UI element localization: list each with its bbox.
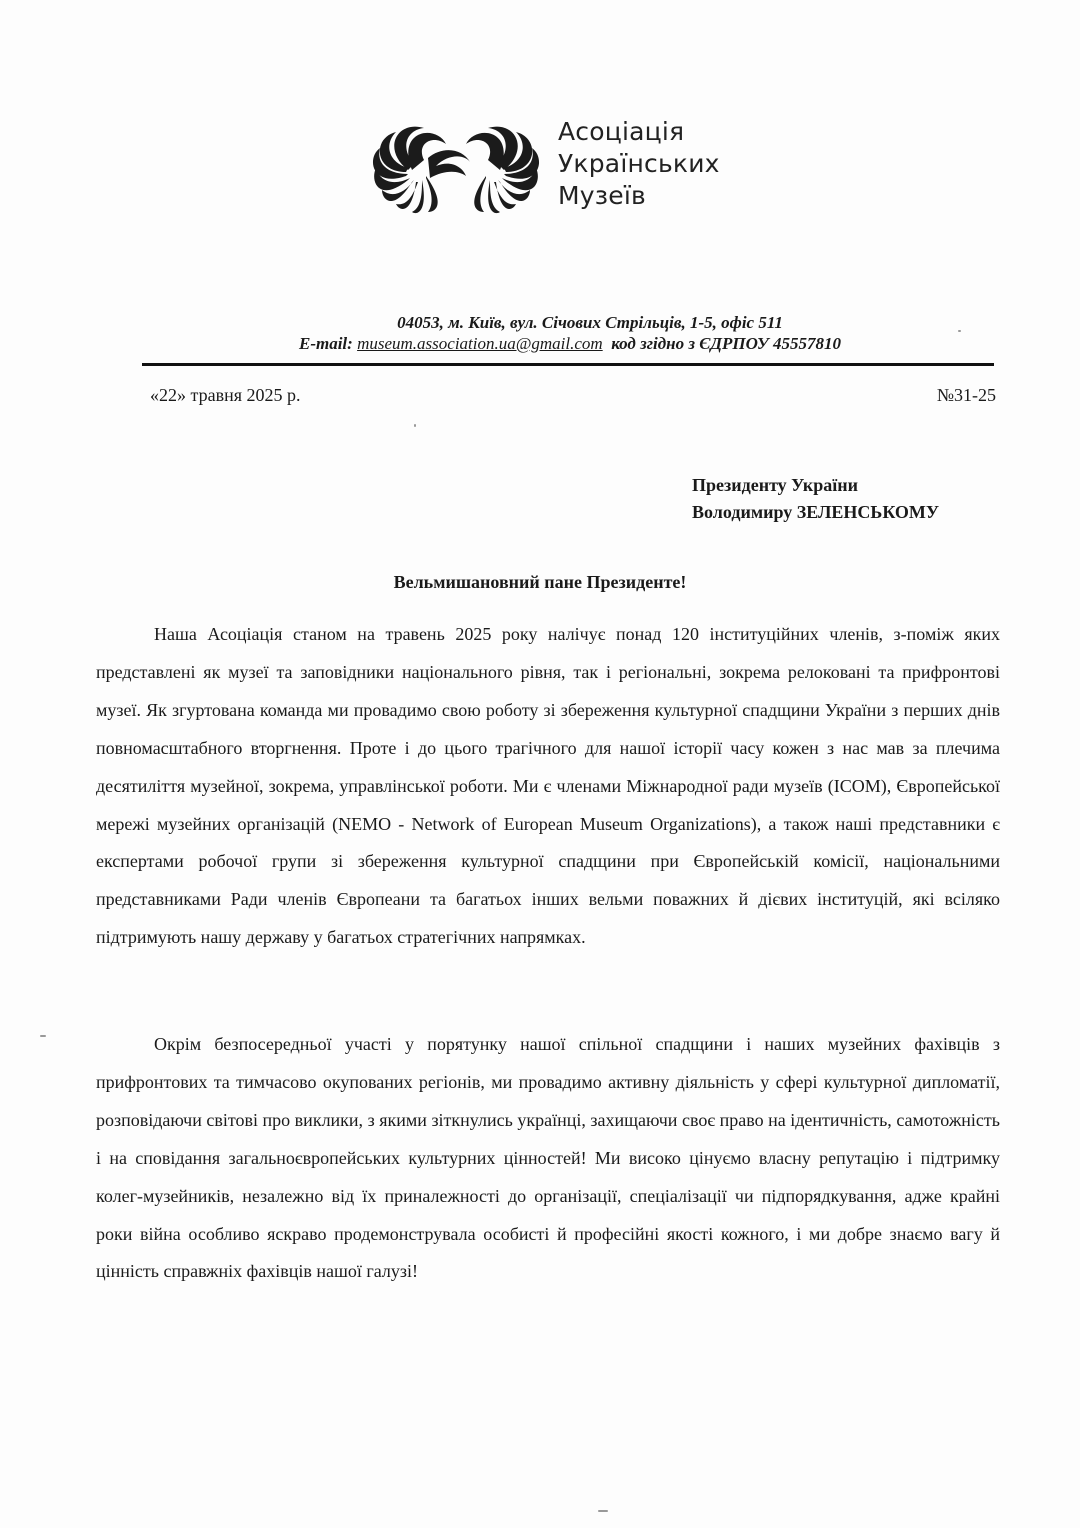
- salutation: Вельмишановний пане Президенте!: [393, 572, 687, 592]
- letter-date: «22» травня 2025 р.: [150, 385, 301, 405]
- scan-speck: [414, 424, 416, 427]
- addressee-title: Президенту України: [692, 475, 859, 495]
- logo-wordmark: [558, 116, 720, 212]
- logo-line-2: Українських: [558, 149, 720, 178]
- addressee-name: Володимиру ЗЕЛЕНСЬКОМУ: [692, 502, 940, 522]
- body-paragraph-2: [96, 1026, 1000, 1291]
- scan-speck: [40, 1035, 46, 1037]
- letterhead-divider: [142, 363, 994, 366]
- letterhead-contacts: [140, 333, 1000, 354]
- letterhead-address: 04053, м. Київ, вул. Січових Стрільців, 1-5, офіс 511: [397, 313, 783, 332]
- shell-spiral-icon: [366, 120, 546, 216]
- addressee-block: [692, 472, 939, 526]
- scan-speck: [958, 330, 961, 332]
- body-paragraph-1: [96, 616, 1000, 957]
- association-logo: [366, 116, 726, 220]
- paragraph-text: Наша Асоціація станом на травень 2025 року налічує понад 120 інституційних членів, з-поміж яких представлені як музеї та заповідники національного рівня, так і регіональні, зокрема релоковані та прифронтові музеї. Як згуртована команда ми провадимо свою роботу зі збереження культурної спадщини України з перших днів повномасштабного вторгнення. Проте і до цього трагічного для нашої історії часу кожен з нас мав за плечима десятиліття музейної, зокрема, управлінської роботи. Ми є членами Міжнародної ради музеїв (ICOM), Європейської мережі музейних організацій (NEMO - Network of European Museum Organizations), а також наші представники є експертами робочої групи зі збереження культурної спадщини при Європейській комісії, національними представниками Ради членів Європеани та багатьох інших вельми поважних й дієвих інституцій, які всіляко підтримують нашу державу у багатьох стратегічних напрямках.: [96, 624, 1000, 948]
- paragraph-text: Окрім безпосередньої участі у порятунку нашої спільної спадщини і наших музейних фахівців з прифронтових та тимчасово окупованих регіонів, ми провадимо активну діяльність у сфері культурної дипломатії, розповідаючи світові про виклики, з якими зіткнулись українці, захищаючи своє право на ідентичність, самотожність і на сповідання загальноєвропейських культурних цінностей! Ми високо цінуємо власну репутацію і підтримку колег-музейників, незалежно від їх приналежності до організації, спеціалізації чи підпорядкування, адже крайні роки війна особливо яскраво продемонструвала особисті й професійні якості кожного, і ми добре знаємо вагу й цінність справжніх фахівців нашої галузі!: [96, 1034, 1000, 1282]
- edrpou-code: код згідно з ЄДРПОУ 45557810: [611, 334, 842, 353]
- email-link[interactable]: museum.association.ua@gmail.com: [357, 334, 603, 353]
- email-label: E-mail:: [298, 334, 353, 353]
- logo-line-1: Асоціація: [558, 117, 685, 146]
- logo-line-3: Музеїв: [558, 181, 646, 210]
- letter-number: №31-25: [936, 385, 996, 405]
- scan-speck: [598, 1510, 608, 1512]
